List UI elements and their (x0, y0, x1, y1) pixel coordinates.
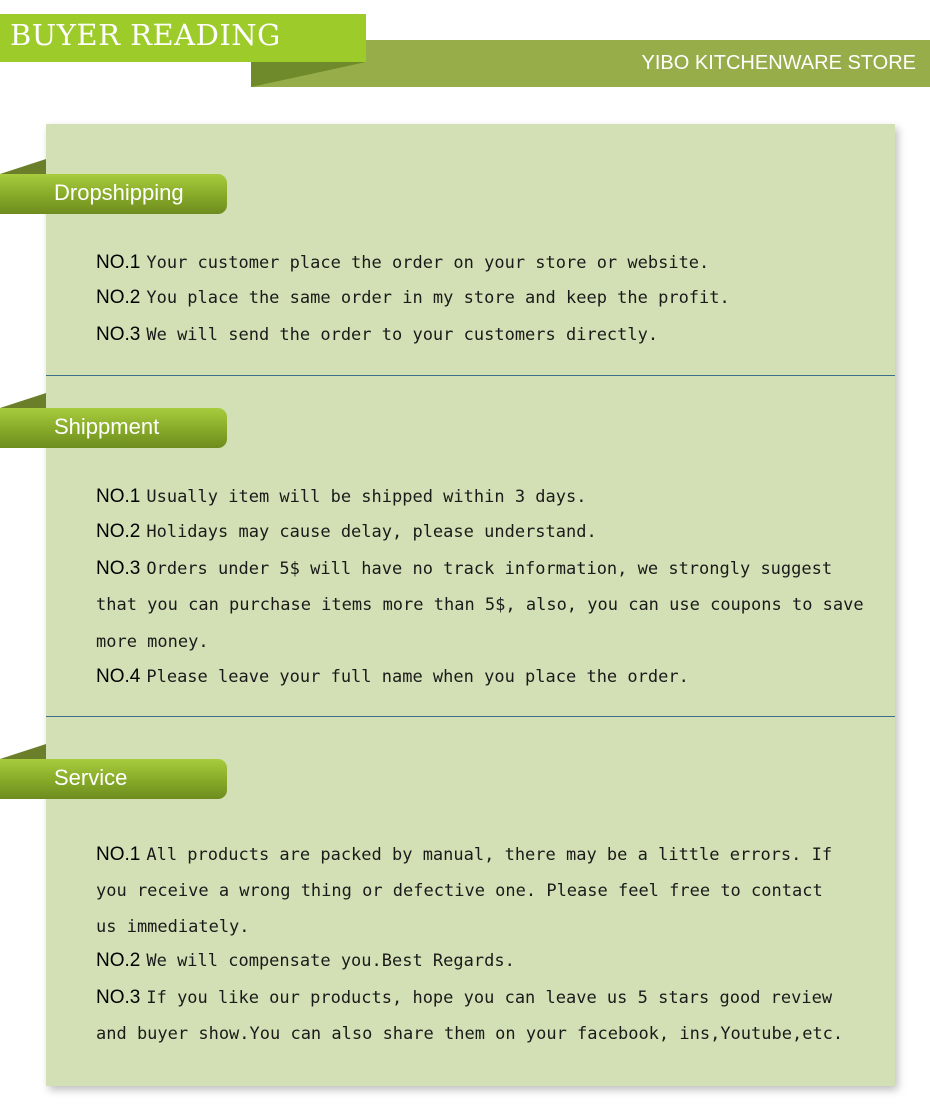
list-item: NO.2 Holidays may cause delay, please understand. (96, 521, 597, 542)
section-tab-fold (0, 159, 46, 174)
list-item-continuation: you receive a wrong thing or defective one. Please feel free to contact (96, 881, 823, 901)
list-item: NO.3 We will send the order to your customers directly. (96, 324, 659, 345)
section-tab-service (0, 759, 227, 799)
section-tab-dropshipping (0, 174, 227, 214)
store-name: YIBO KITCHENWARE STORE (641, 52, 916, 74)
section-divider (46, 375, 895, 376)
section-tab-fold (0, 393, 46, 408)
section-divider (46, 716, 895, 717)
section-title: Shippment (54, 414, 160, 439)
list-item-continuation: us immediately. (96, 917, 250, 937)
page-title: BUYER READING (10, 18, 281, 52)
list-item-continuation: and buyer show.You can also share them on your facebook, ins,Youtube,etc. (96, 1024, 844, 1044)
list-item: NO.3 If you like our products, hope you can leave us 5 stars good review (96, 987, 833, 1008)
section-tab-shippment (0, 408, 227, 448)
list-item-continuation: more money. (96, 632, 209, 652)
list-item: NO.2 We will compensate you.Best Regards. (96, 950, 515, 971)
section-title: Service (54, 765, 128, 790)
list-item: NO.2 You place the same order in my store and keep the profit. (96, 287, 730, 308)
list-item: NO.1 All products are packed by manual, there may be a little errors. If (96, 844, 833, 865)
list-item: NO.1 Usually item will be shipped within 3 days. (96, 486, 587, 507)
section-tab-fold (0, 744, 46, 759)
section-title: Dropshipping (54, 180, 184, 205)
list-item: NO.4 Please leave your full name when you place the order. (96, 666, 689, 687)
banner-fold (251, 62, 366, 87)
list-item: NO.3 Orders under 5$ will have no track information, we strongly suggest (96, 558, 833, 579)
list-item-continuation: that you can purchase items more than 5$, also, you can use coupons to save (96, 595, 864, 615)
list-item: NO.1 Your customer place the order on your store or website. (96, 252, 710, 273)
